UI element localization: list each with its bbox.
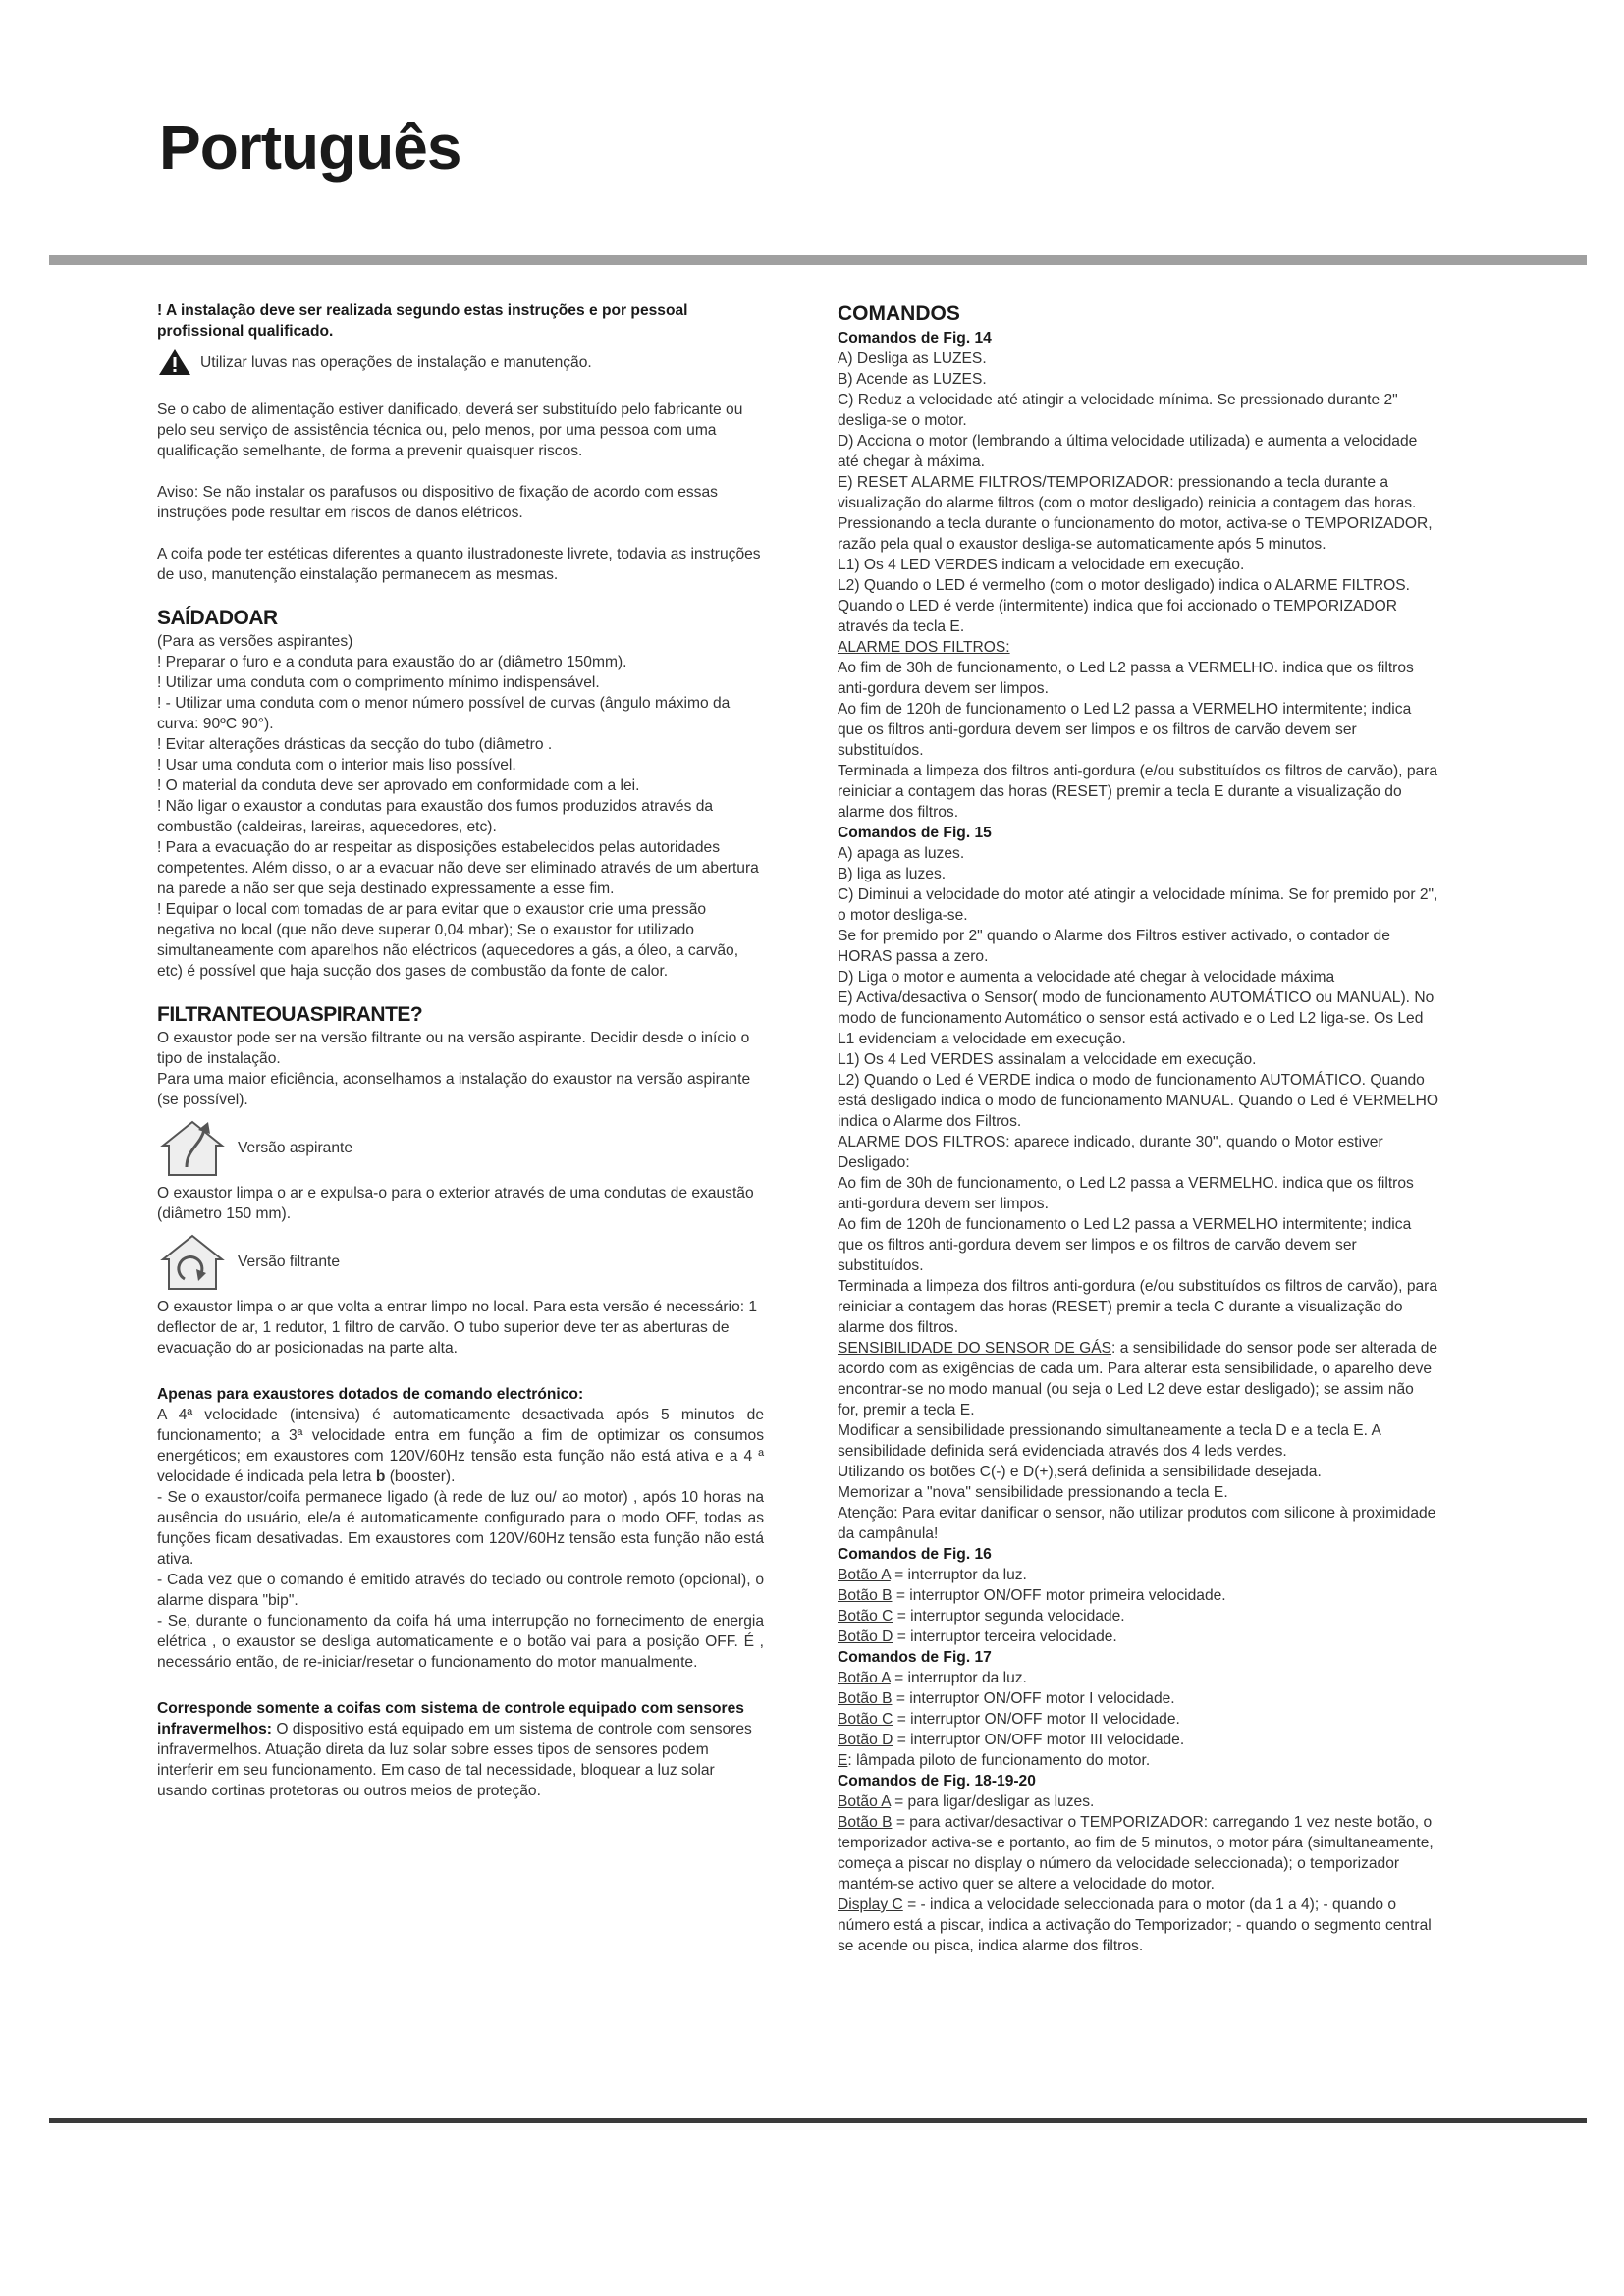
- fig15-alarm-item: Terminada a limpeza dos filtros anti-gordura (e/ou substituídos os filtros de carvão), para reiniciar a contagem das horas (RESET) premir a tecla C durante a visualização do alarme dos filtros.: [838, 1278, 1438, 1336]
- warning-icon: [157, 347, 192, 377]
- electronic-p4: - Se, durante o funcionamento da coifa há uma interrupção no fornecimento de energia elétrica , o exaustor se desliga automaticamente e o botão vai para a posição OFF. É , necessário então, de re-iniciar/resetar o funcionamento do motor manualmente.: [157, 1613, 764, 1671]
- fig15-item: L2) Quando o Led é VERDE indica o modo de funcionamento AUTOMÁTICO. Quando está desligado indica o modo de funcionamento MANUAL. Quando o Led é VERMELHO indica o Alarme dos Filtros.: [838, 1072, 1438, 1130]
- outlet-item: ! Equipar o local com tomadas de ar para evitar que o exaustor crie uma pressão negativa no local (que não deve superar 0,04 mbar); Se o exaustor for utilizado simultaneamente com aparelhos não eléctricos (aquecedores a gás, a óleo, a carvão, etc) é possível que haja sucção dos gases de combustão da fonte de calor.: [157, 901, 739, 980]
- fig14-item: L1) Os 4 LED VERDES indicam a velocidade em execução.: [838, 557, 1245, 573]
- aspirante-label: Versão aspirante: [238, 1139, 353, 1156]
- fig15-item: D) Liga o motor e aumenta a velocidade até chegar à velocidade máxima: [838, 969, 1335, 986]
- fig14-alarm-label: ALARME DOS FILTROS:: [838, 639, 1010, 656]
- outlet-item: ! Usar uma conduta com o interior mais liso possível.: [157, 757, 516, 774]
- fig18-item: Display C = - indica a velocidade seleccionada para o motor (da 1 a 4); - quando o número está a piscar, indica a activação do Temporizador; - quando o segmento central se acende ou pisca, indica alarme dos filtros.: [838, 1896, 1432, 1954]
- fig15-title: Comandos de Fig. 15: [838, 825, 992, 841]
- fig14-title: Comandos de Fig. 14: [838, 330, 992, 347]
- outlet-heading: SAÍDADOAR: [157, 607, 278, 629]
- fig15-item: C) Diminui a velocidade do motor até atingir a velocidade mínima. Se for premido por 2", o motor desliga-se.: [838, 886, 1438, 924]
- fig14-alarm-item: Ao fim de 120h de funcionamento o Led L2 passa a VERMELHO intermitente; indica que os filtros anti-gordura devem ser limpos e os filtros de carvão devem ser substituídos.: [838, 701, 1412, 759]
- fig18-title: Comandos de Fig. 18-19-20: [838, 1773, 1036, 1789]
- outlet-item: ! O material da conduta deve ser aprovado em conformidade com a lei.: [157, 777, 640, 794]
- fig15-item: Se for premido por 2" quando o Alarme dos Filtros estiver activado, o contador de HORAS passa a zero.: [838, 928, 1390, 965]
- outlet-item: ! - Utilizar uma conduta com o menor número possível de curvas (ângulo máximo da curva: 90ºC 90°).: [157, 695, 731, 732]
- aesthetics-note: A coifa pode ter estéticas diferentes a quanto ilustradoneste livrete, todavia as instruções de uso, manutenção einstalação permanecem as mesmas.: [157, 546, 761, 583]
- filter-p2: Para uma maior eficiência, aconselhamos a instalação do exaustor na versão aspirante (se possível).: [157, 1071, 751, 1108]
- fig16-item: Botão D = interruptor terceira velocidade.: [838, 1629, 1117, 1645]
- fig17-item: Botão B = interruptor ON/OFF motor I velocidade.: [838, 1690, 1175, 1707]
- fig18-item: Botão B = para activar/desactivar o TEMPORIZADOR: carregando 1 vez neste botão, o temporizador activa-se e portanto, ao fim de 5 minutos, o motor pára (simultaneamente, começa a piscar no display o número da velocidade seleccionada); o temporizador mantém-se activo quer se altere a velocidade do motor.: [838, 1814, 1434, 1893]
- outlet-item: ! Utilizar uma conduta com o comprimento mínimo indispensável.: [157, 674, 600, 691]
- fig15-alarm: ALARME DOS FILTROS: aparece indicado, durante 30", quando o Motor estiver Desligado:: [838, 1134, 1383, 1171]
- fig14-alarm-item: Ao fim de 30h de funcionamento, o Led L2 passa a VERMELHO. indica que os filtros anti-gordura devem ser limpos.: [838, 660, 1414, 697]
- fig15-gas-item: Atenção: Para evitar danificar o sensor, não utilizar produtos com silicone à proximidade da campânula!: [838, 1505, 1436, 1542]
- fig15-item: B) liga as luzes.: [838, 866, 947, 882]
- fig15-alarm-item: Ao fim de 120h de funcionamento o Led L2 passa a VERMELHO intermitente; indica que os filtros anti-gordura devem ser limpos e os filtros de carvão devem ser substituídos.: [838, 1216, 1412, 1274]
- fig17-title: Comandos de Fig. 17: [838, 1649, 992, 1666]
- fig14-item: A) Desliga as LUZES.: [838, 350, 987, 367]
- filter-heading: FILTRANTEOUASPIRANTE?: [157, 1003, 423, 1026]
- screws-note: Aviso: Se não instalar os parafusos ou dispositivo de fixação de acordo com essas instruções pode resultar em riscos de danos elétricos.: [157, 484, 718, 521]
- gloves-note: Utilizar luvas nas operações de instalação e manutenção.: [200, 353, 592, 371]
- electronic-p1: A 4ª velocidade (intensiva) é automaticamente desactivada após 5 minutos de funcionamento; a 3ª velocidade entra em função a fim de optimizar os consumos energéticos; em exaustores com 120V/60Hz tensão esta função não está ativa e a 4 ª velocidade é indicada pela letra b (booster).: [157, 1407, 764, 1485]
- install-note: ! A instalação deve ser realizada segundo estas instruções e por pessoal profissional qualificado.: [157, 302, 688, 340]
- fig17-item: Botão A = interruptor da luz.: [838, 1670, 1027, 1686]
- fig16-item: Botão A = interruptor da luz.: [838, 1567, 1027, 1583]
- cable-note: Se o cabo de alimentação estiver danificado, deverá ser substituído pelo fabricante ou pelo seu serviço de assistência técnica ou, pelo menos, por uma pessoa com uma qualificação semelhante, de forma a prevenir quaisquer riscos.: [157, 401, 743, 459]
- commands-heading: COMANDOS: [838, 302, 960, 325]
- fig16-title: Comandos de Fig. 16: [838, 1546, 992, 1563]
- fig18-item: Botão A = para ligar/desligar as luzes.: [838, 1793, 1095, 1810]
- infrared-paragraph: Corresponde somente a coifas com sistema de controle equipado com sensores infravermelhos: O dispositivo está equipado em um sistema de controle com sensores infravermelhos. Atuação direta da luz solar sobre esses tipos de sensores podem interferir em seu funcionamento. Em caso de tal necessidade, bloquear a luz solar usando cortinas protetoras ou outros meios de proteção.: [157, 1700, 752, 1799]
- electronic-p2: - Se o exaustor/coifa permanece ligado (à rede de luz ou/ ao motor) , após 10 horas na ausência do usuário, ele/a é automaticamente configurado para o modo OFF, todas as funções ficam desativadas. Em exaustores com 120V/60Hz tensão esta função não está ativa.: [157, 1489, 764, 1568]
- aspirante-row: [157, 1116, 764, 1179]
- outlet-item: ! Não ligar o exaustor a condutas para exaustão dos fumos produzidos através da combustão (caldeiras, lareiras, aquecedores, etc).: [157, 798, 714, 835]
- fig14-item: L2) Quando o LED é vermelho (com o motor desligado) indica o ALARME FILTROS. Quando o LED é verde (intermitente) indica que foi accionado o TEMPORIZADOR através da tecla E.: [838, 577, 1411, 635]
- fig17-item: Botão D = interruptor ON/OFF motor III velocidade.: [838, 1732, 1185, 1748]
- fig15-item: A) apaga as luzes.: [838, 845, 965, 862]
- outlet-item: ! Preparar o furo e a conduta para exaustão do ar (diâmetro 150mm).: [157, 654, 627, 670]
- fig15-gas: SENSIBILIDADE DO SENSOR DE GÁS: a sensibilidade do sensor pode ser alterada de acordo com as exigências de cada um. Para alterar esta sensibilidade, o aparelho deve encontrar-se no modo manual (ou seja o Led L2 deve estar desligado); se assim não for, premir a tecla E.: [838, 1340, 1438, 1418]
- outlet-item: ! Para a evacuação do ar respeitar as disposições estabelecidos pelas autoridades competentes. Além disso, o ar a evacuar não deve ser eliminado através de um abertura na parede a não ser que seja destinado expressamente a esse fim.: [157, 839, 759, 897]
- filtrante-row: [157, 1230, 764, 1293]
- fig15-gas-item: Memorizar a "nova" sensibilidade pressionando a tecla E.: [838, 1484, 1228, 1501]
- outlet-item: ! Evitar alterações drásticas da secção do tubo (diâmetro .: [157, 736, 553, 753]
- filtrante-desc: O exaustor limpa o ar que volta a entrar limpo no local. Para esta versão é necessário: 1 deflector de ar, 1 redutor, 1 filtro de carvão. O tubo superior deve ter as aberturas de evacuação do ar posicionadas na parte alta.: [157, 1299, 758, 1357]
- fig15-gas-item: Modificar a sensibilidade pressionando simultaneamente a tecla D e a tecla E. A sensibilidade definida será evidenciada através dos 4 leds verdes.: [838, 1422, 1381, 1460]
- page-title: Português: [159, 112, 461, 183]
- fig15-alarm-item: Ao fim de 30h de funcionamento, o Led L2 passa a VERMELHO. indica que os filtros anti-gordura devem ser limpos.: [838, 1175, 1414, 1212]
- fig17-item: E: lâmpada piloto de funcionamento do motor.: [838, 1752, 1151, 1769]
- fig16-item: Botão B = interruptor ON/OFF motor primeira velocidade.: [838, 1587, 1226, 1604]
- house-recirculate-icon: [157, 1230, 228, 1293]
- right-column: [838, 300, 1438, 1956]
- electronic-heading: Apenas para exaustores dotados de comando electrónico:: [157, 1386, 584, 1403]
- fig14-item: B) Acende as LUZES.: [838, 371, 987, 388]
- electronic-p3: - Cada vez que o comando é emitido através do teclado ou controle remoto (opcional), o alarme dispara "bip".: [157, 1572, 764, 1609]
- fig17-item: Botão C = interruptor ON/OFF motor II velocidade.: [838, 1711, 1180, 1728]
- top-rule: [49, 255, 1587, 265]
- fig14-item: C) Reduz a velocidade até atingir a velocidade mínima. Se pressionado durante 2" desliga-se o motor.: [838, 392, 1398, 429]
- left-column: [157, 300, 764, 1801]
- fig16-item: Botão C = interruptor segunda velocidade.: [838, 1608, 1125, 1625]
- fig15-item: L1) Os 4 Led VERDES assinalam a velocidade em execução.: [838, 1051, 1257, 1068]
- fig15-gas-item: Utilizando os botões C(-) e D(+),será definida a sensibilidade desejada.: [838, 1464, 1322, 1480]
- filter-p1: O exaustor pode ser na versão filtrante ou na versão aspirante. Decidir desde o início o tipo de instalação.: [157, 1030, 750, 1067]
- fig14-item: E) RESET ALARME FILTROS/TEMPORIZADOR: pressionando a tecla durante a visualização do alarme filtros (com o motor desligado) reinicia a contagem das horas. Pressionando a tecla durante o funcionamento do motor, activa-se o TEMPORIZADOR, razão pela qual o exaustor desliga-se automaticamente após 5 minutos.: [838, 474, 1433, 553]
- fig14-item: D) Acciona o motor (lembrando a última velocidade utilizada) e aumenta a velocidade até chegar à máxima.: [838, 433, 1418, 470]
- fig14-alarm-item: Terminada a limpeza dos filtros anti-gordura (e/ou substituídos os filtros de carvão), para reiniciar a contagem das horas (RESET) premir a tecla E durante a visualização do alarme dos filtros.: [838, 763, 1438, 821]
- bottom-rule: [49, 2118, 1587, 2123]
- gloves-row: [157, 347, 764, 377]
- filtrante-label: Versão filtrante: [238, 1253, 341, 1270]
- house-exhaust-icon: [157, 1116, 228, 1179]
- outlet-subtitle: (Para as versões aspirantes): [157, 633, 353, 650]
- fig15-item: E) Activa/desactiva o Sensor( modo de funcionamento AUTOMÁTICO ou MANUAL). No modo de funcionamento Automático o sensor está activado e o Led L2 liga-se. Os Led L1 evidenciam a velocidade em execução.: [838, 989, 1435, 1047]
- aspirante-desc: O exaustor limpa o ar e expulsa-o para o exterior através de uma condutas de exaustão (diâmetro 150 mm).: [157, 1185, 754, 1222]
